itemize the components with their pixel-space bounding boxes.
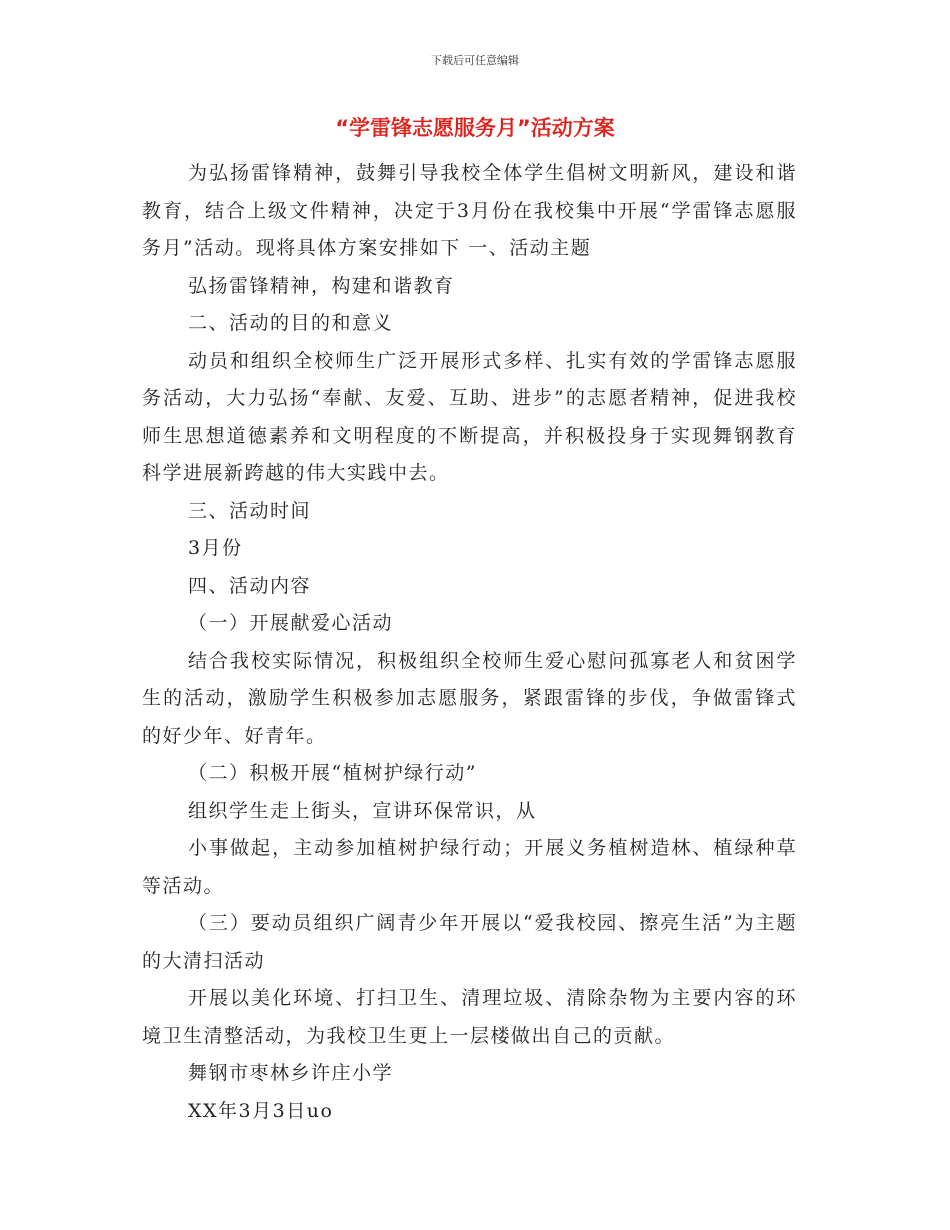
heading-time: 三、活动时间 xyxy=(188,499,312,522)
paragraph-time: 3月份 xyxy=(188,537,243,559)
heading-purpose: 二、活动的目的和意义 xyxy=(188,312,394,334)
subheading-love: （一）开展献爱心活动 xyxy=(188,612,394,634)
paragraph-planting-b: 小事做起，主动参加植树护绿行动；开展义务植树造林、植绿种草等活动。 xyxy=(142,837,797,897)
paragraph-theme: 弘扬雷锋精神，构建和谐教育 xyxy=(188,274,455,297)
paragraph-planting-a: 组织学生走上街头，宣讲环保常识，从 xyxy=(188,799,537,822)
paragraph-purpose: 动员和组织全校师生广泛开展形式多样、扎实有效的学雷锋志愿服务活动，大力弘扬“奉献、友爱、互助、进步”的志愿者精神，促进我校师生思想道德素养和文明程度的不断提高，并积极投身于实现舞钢教育科学进展新跨越的伟大实践中去。 xyxy=(142,349,797,484)
paragraph-intro: 为弘扬雷锋精神，鼓舞引导我校全体学生倡树文明新风，建设和谐教育，结合上级文件精神，决定于3月份在我校集中开展“学雷锋志愿服务月”活动。现将具体方案安排如下 一、活动主题 xyxy=(142,162,797,259)
heading-content: 四、活动内容 xyxy=(188,574,312,597)
paragraph-cleaning: 开展以美化环境、打扫卫生、清理垃圾、清除杂物为主要内容的环境卫生清整活动，为我校卫生更上一层楼做出自己的贡献。 xyxy=(142,987,797,1047)
document-body xyxy=(142,155,797,1130)
subheading-cleaning: （三）要动员组织广阔青少年开展以“爱我校园、擦亮生活”为主题的大清扫活动 xyxy=(142,912,797,972)
signature-school: 舞钢市枣林乡许庄小学 xyxy=(188,1062,394,1084)
subheading-planting: （二）积极开展“植树护绿行动” xyxy=(188,762,477,784)
paragraph-love: 结合我校实际情况，积极组织全校师生爱心慰问孤寡老人和贫困学生的活动，激励学生积极参加志愿服务，紧跟雷锋的步伐，争做雷锋式的好少年、好青年。 xyxy=(142,649,797,747)
header-note: 下载后可任意编辑 xyxy=(431,54,519,67)
signature-date: XX年3月3日uo xyxy=(188,1099,334,1122)
document-title: “学雷锋志愿服务月”活动方案 xyxy=(335,116,615,140)
